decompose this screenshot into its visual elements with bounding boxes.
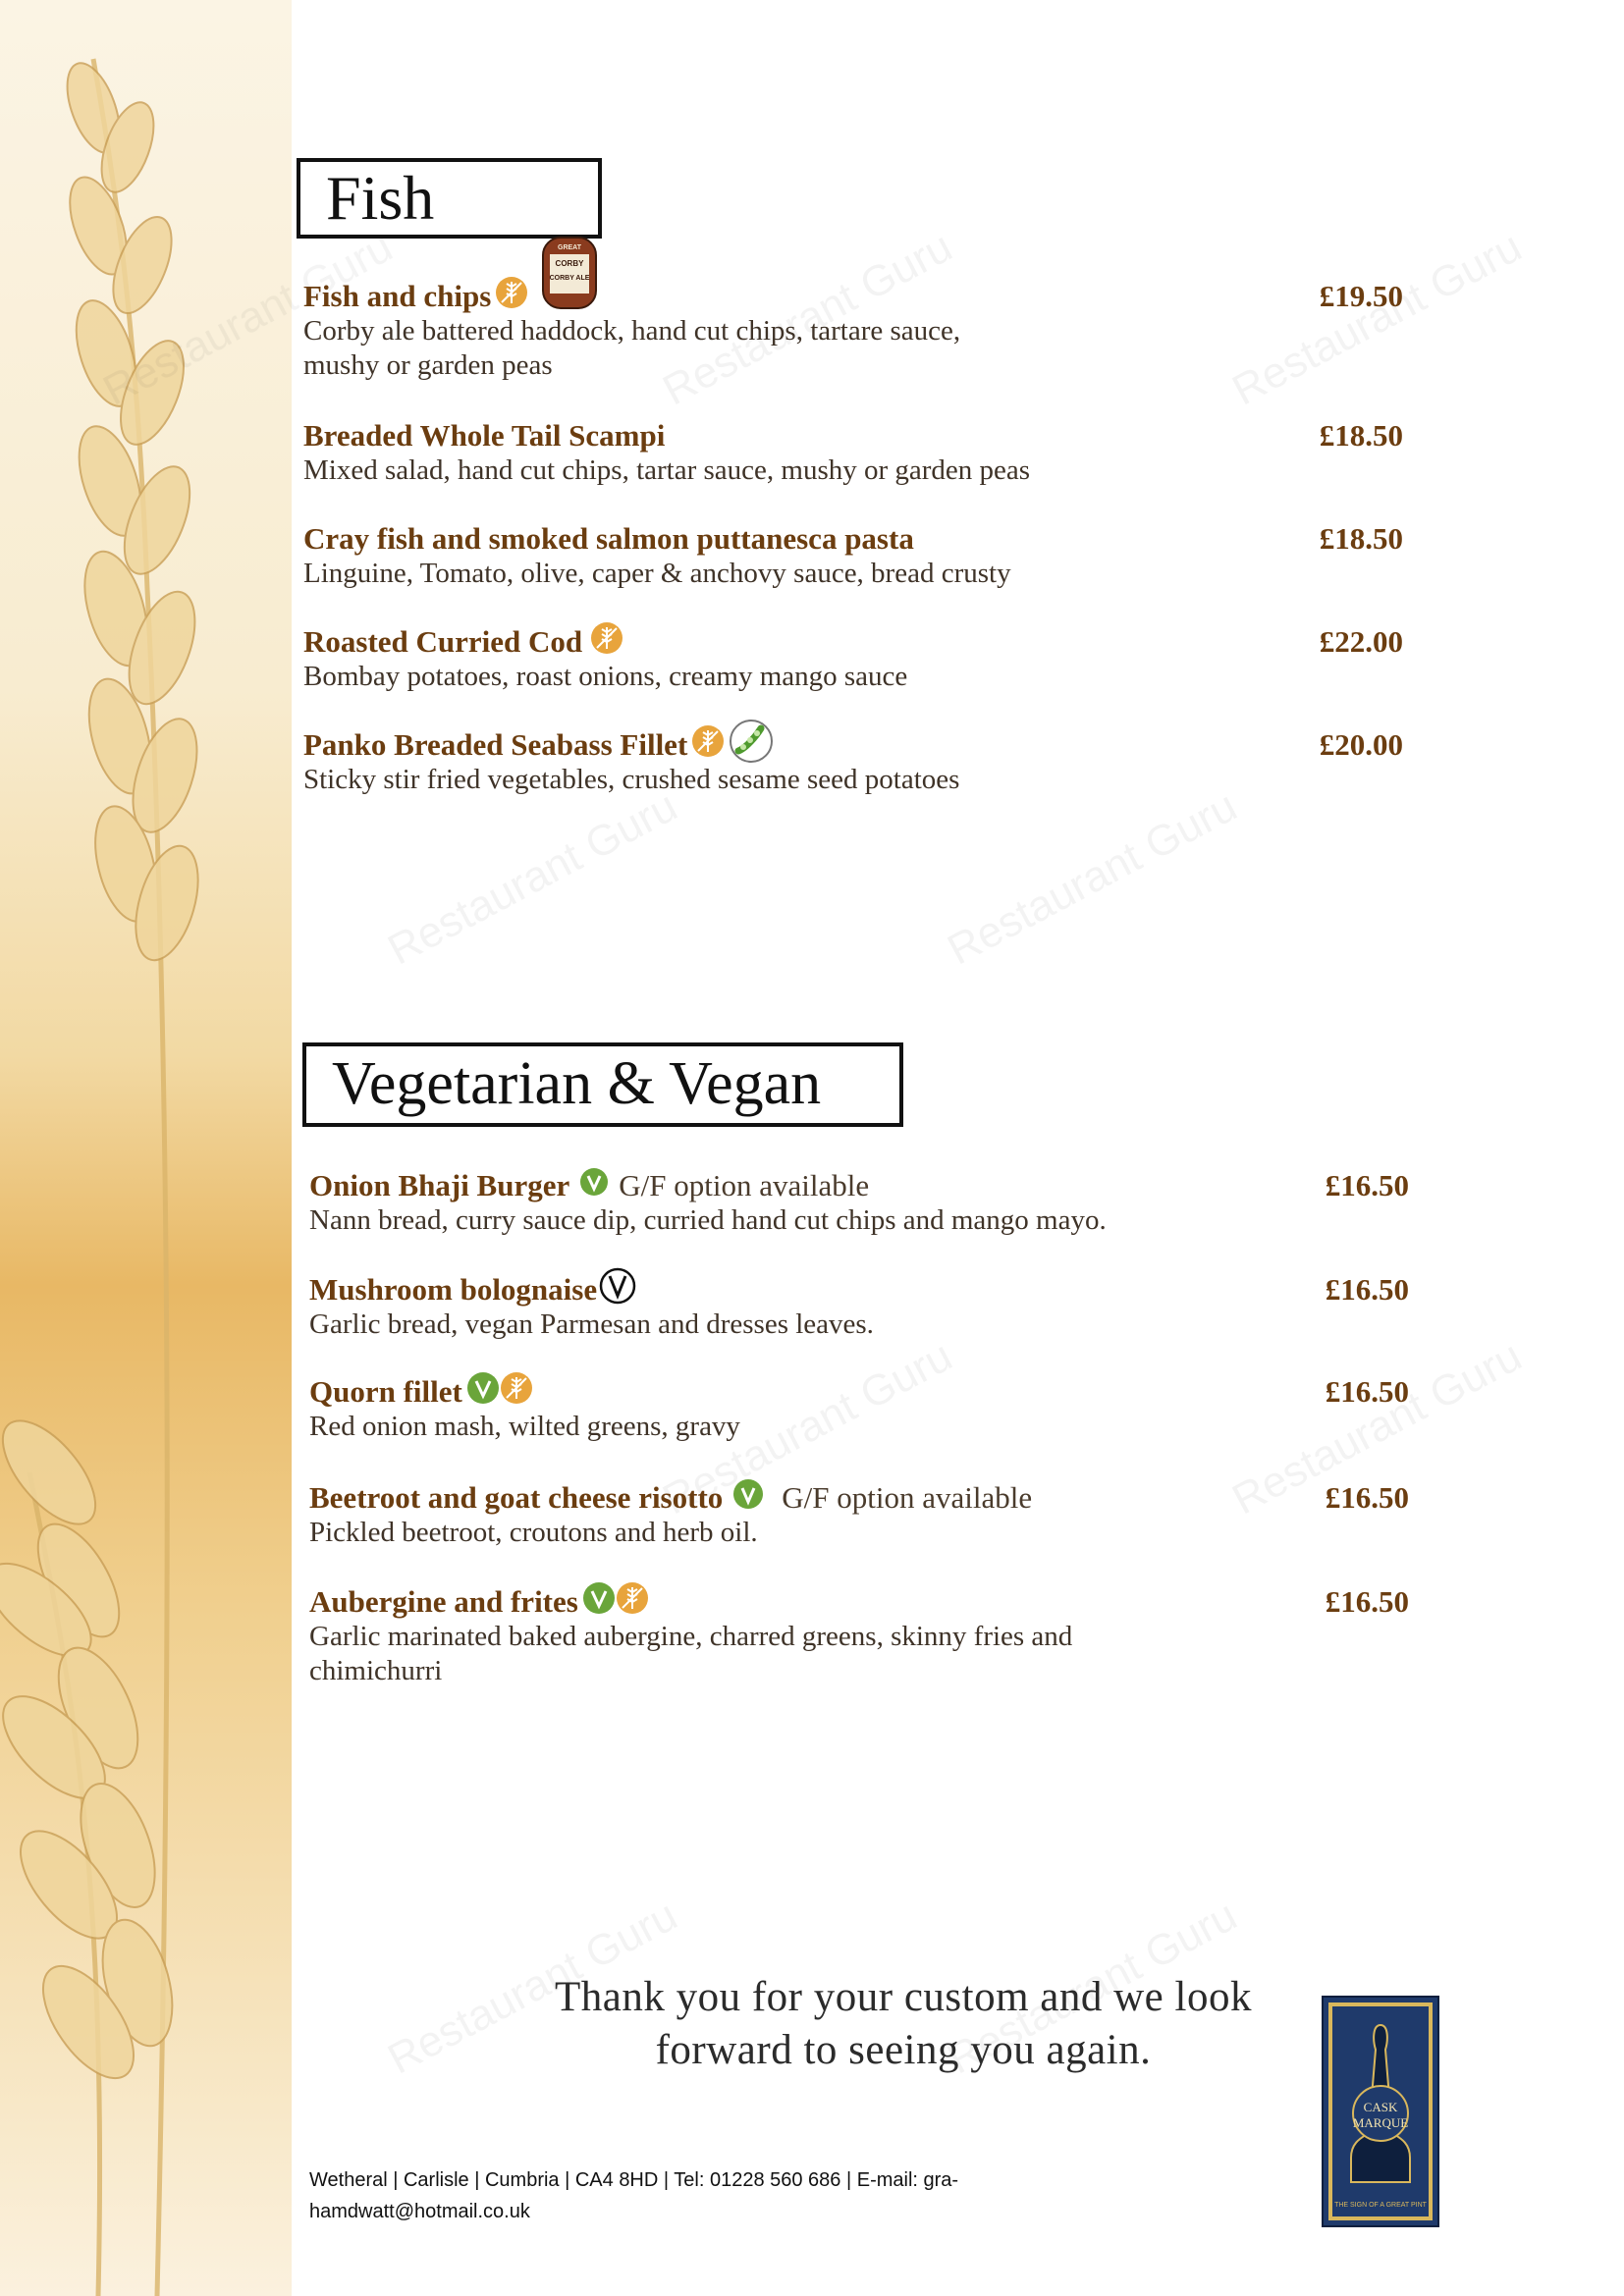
item-description: Garlic bread, vegan Parmesan and dresses leaves.: [309, 1308, 874, 1340]
corby-ale-badge: [542, 237, 597, 317]
wheat-icon: [616, 1581, 649, 1623]
wheat-icon: [590, 621, 623, 663]
item-name: Onion Bhaji Burger: [309, 1168, 570, 1202]
item-price: £19.50: [1319, 279, 1403, 313]
wheat-icon: [495, 276, 528, 317]
gf-option-note: G/F option available: [782, 1480, 1033, 1515]
wheat-icon: [691, 724, 725, 766]
vegan-v-icon: [579, 1167, 609, 1204]
menu-item: [303, 624, 1403, 694]
svg-text:GREAT: GREAT: [558, 244, 582, 251]
menu-item: [303, 727, 1403, 797]
watermark: [940, 782, 1245, 976]
item-price: £16.50: [1325, 1584, 1409, 1619]
item-price: £20.00: [1319, 727, 1403, 762]
section-title-fish: Fish: [297, 158, 602, 239]
vegetarian-v-icon: [599, 1267, 636, 1312]
wheat-background: [0, 0, 292, 2296]
item-description: Linguine, Tomato, olive, caper & anchovy sauce, bread crusty: [303, 558, 1011, 589]
item-description: Red onion mash, wilted greens, gravy: [309, 1411, 740, 1442]
wheat-icon: [500, 1371, 533, 1413]
item-description: Garlic marinated baked aubergine, charred greens, skinny fries and: [309, 1621, 1073, 1652]
contact-footer: [309, 2164, 958, 2227]
item-price: £22.00: [1319, 624, 1403, 659]
menu-item: [309, 1584, 1409, 1688]
vegan-v-icon: [466, 1371, 500, 1413]
menu-item: [303, 521, 1403, 591]
address-line: Wetheral | Carlisle | Cumbria | CA4 8HD | Tel: 01228 560 686 | E-mail: gra-: [309, 2169, 959, 2191]
vegan-v-icon: [582, 1581, 616, 1623]
svg-text:CORBY ALE: CORBY ALE: [549, 275, 590, 282]
item-price: £16.50: [1325, 1272, 1409, 1307]
item-description: Pickled beetroot, croutons and herb oil.: [309, 1517, 758, 1548]
item-description: Corby ale battered haddock, hand cut chips, tartare sauce,: [303, 315, 961, 347]
menu-item: [309, 1374, 1409, 1444]
menu-item: [309, 1272, 1409, 1342]
thank-you-message: [442, 1971, 1365, 2077]
menu-item: [303, 244, 1403, 383]
item-name: Beetroot and goat cheese risotto: [309, 1480, 724, 1515]
svg-text:MARQUE: MARQUE: [1352, 2115, 1409, 2130]
item-description: Sticky stir fried vegetables, crushed sesame seed potatoes: [303, 764, 960, 795]
item-name: Roasted Curried Cod: [303, 624, 583, 659]
item-description: Mixed salad, hand cut chips, tartar sauce, mushy or garden peas: [303, 454, 1031, 486]
menu-item: [309, 1480, 1409, 1550]
item-price: £16.50: [1325, 1480, 1409, 1515]
item-name: Mushroom bolognaise: [309, 1272, 598, 1307]
watermark: [380, 782, 685, 976]
email-line: hamdwatt@hotmail.co.uk: [309, 2201, 530, 2222]
item-description: chimichurri: [309, 1655, 443, 1686]
vegan-v-icon: [732, 1478, 764, 1518]
item-price: £18.50: [1319, 521, 1403, 556]
thank-you-line: forward to seeing you again.: [655, 2027, 1152, 2073]
svg-text:CASK: CASK: [1363, 2100, 1398, 2114]
item-name: Quorn fillet: [309, 1374, 462, 1409]
item-price: £16.50: [1325, 1168, 1409, 1202]
gf-option-note: G/F option available: [619, 1168, 870, 1202]
cask-marque-logo: [1322, 1996, 1439, 2227]
section-title-vegetarian-vegan: Vegetarian & Vegan: [302, 1042, 903, 1127]
item-name: Fish and chips: [303, 279, 492, 313]
svg-text:THE SIGN OF A GREAT PINT: THE SIGN OF A GREAT PINT: [1334, 2202, 1427, 2209]
item-price: £18.50: [1319, 418, 1403, 453]
item-price: £16.50: [1325, 1374, 1409, 1409]
svg-text:CORBY: CORBY: [555, 259, 584, 268]
item-name: Breaded Whole Tail Scampi: [303, 418, 666, 453]
item-description: mushy or garden peas: [303, 349, 553, 381]
thank-you-line: Thank you for your custom and we look: [555, 1974, 1252, 2020]
menu-item: [303, 418, 1403, 488]
menu-item: [309, 1168, 1409, 1238]
item-name: Cray fish and smoked salmon puttanesca pasta: [303, 521, 914, 556]
item-name: Panko Breaded Seabass Fillet: [303, 727, 688, 762]
item-description: Nann bread, curry sauce dip, curried hand cut chips and mango mayo.: [309, 1204, 1107, 1236]
item-name: Aubergine and frites: [309, 1584, 578, 1619]
item-description: Bombay potatoes, roast onions, creamy mango sauce: [303, 661, 908, 692]
wheat-illustration: [0, 0, 292, 2296]
